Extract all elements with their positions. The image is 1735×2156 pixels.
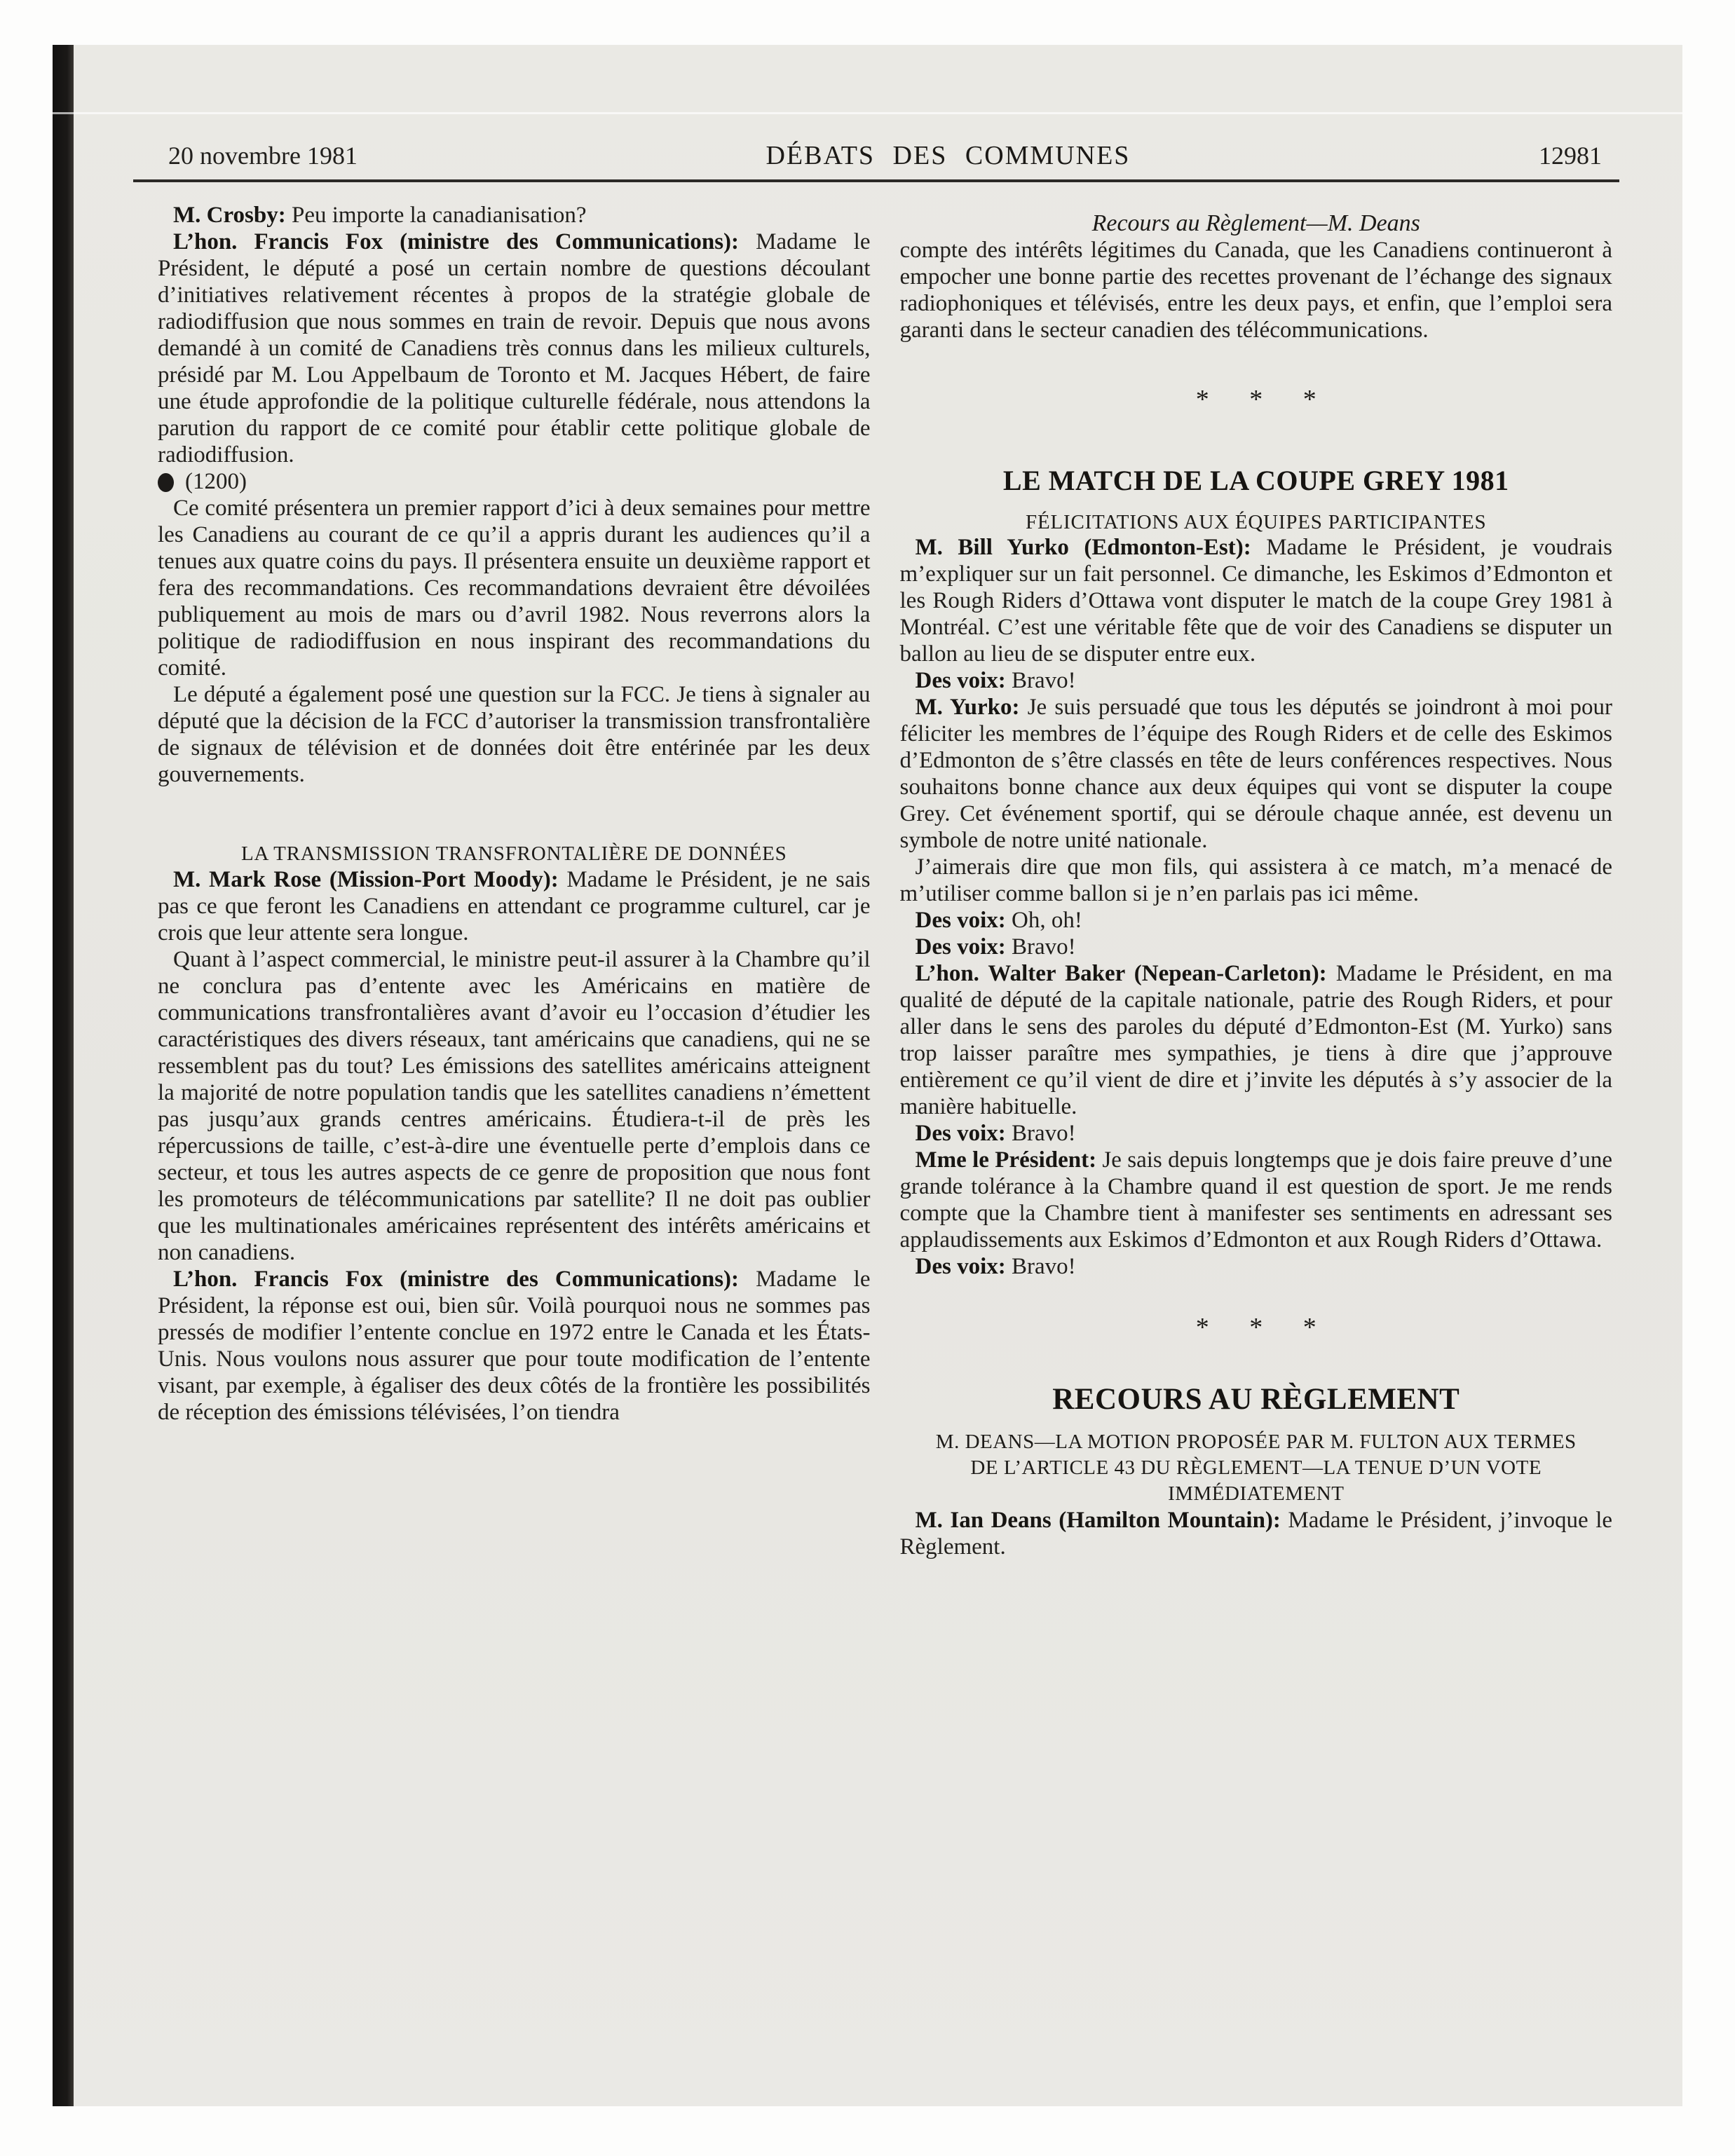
speech-paragraph bbox=[900, 237, 1613, 343]
speaker-name: L’hon. Francis Fox (ministre des Communications): bbox=[173, 229, 740, 254]
speaker-name: M. Crosby: bbox=[173, 203, 286, 228]
speech-paragraph bbox=[900, 534, 1613, 667]
header-date: 20 novembre 1981 bbox=[168, 142, 358, 170]
section-separator: * * * bbox=[1195, 1313, 1316, 1342]
speech-text: Je sais depuis longtemps que je dois faire preuve d’une grande tolérance à la Chambre quand il est question de sport. Je me rends compte que la Chambre tient à manifester ses sentiments en adressant ses applaudissements aux Eskimos d’Edmonton et aux Rough Riders d’Ottawa. bbox=[899, 1147, 1612, 1253]
speech-text: Oh, oh! bbox=[1005, 908, 1082, 933]
speaker-name: M. Yurko: bbox=[915, 695, 1020, 720]
speech-paragraph bbox=[158, 202, 871, 228]
bullet-icon bbox=[158, 473, 174, 492]
speech-text: Madame le Président, le député a posé un certain nombre de questions découlant d’initiatives relativement récentes à propos de la stratégie globale de radiodiffusion que nous sommes en train de revoir. Depuis que nous avons demandé à un comité de Canadiens très connus dans les milieux culturels, présidé par M. Lou Appelbaum de Toronto et M. Jacques Hébert, de faire une étude approfondie de la politique culturelle fédérale, nous attendons la parution du rapport de ce comité pour établir cette politique globale de radiodiffusion. bbox=[158, 229, 871, 468]
speech-paragraph bbox=[158, 495, 871, 681]
speech-paragraph bbox=[158, 866, 871, 946]
speech-text: Peu importe la canadianisation? bbox=[285, 203, 587, 228]
speaker-name: Des voix: bbox=[915, 934, 1006, 960]
scanned-page bbox=[53, 45, 1682, 2106]
timestamp-marker bbox=[158, 468, 871, 495]
speech-text: Madame le Président, j’invoque le Règlement. bbox=[899, 1508, 1613, 1560]
speaker-name: Des voix: bbox=[915, 908, 1006, 933]
speaker-name: Des voix: bbox=[915, 1121, 1006, 1146]
page-title: DÉBATS DES COMMUNES bbox=[766, 141, 1131, 170]
speech-text: Bravo! bbox=[1005, 1121, 1076, 1146]
speech-text: Madame le Président, je ne sais pas ce que feront les Canadiens en attendant ce programme culturel, car je crois que leur attente sera longue. bbox=[158, 867, 871, 946]
left-column bbox=[158, 202, 871, 1560]
header-rule bbox=[133, 179, 1619, 182]
speech-paragraph bbox=[158, 946, 871, 1266]
speech-paragraph bbox=[158, 1266, 871, 1426]
speech-text: Madame le Président, je voudrais m’expliquer sur un fait personnel. Ce dimanche, les Eskimos d’Edmonton et les Rough Riders d’Ottawa vont disputer le match de la coupe Grey 1981 à Montréal. C’est une véritable fête que de voir des Canadiens se disputer un ballon au lieu de se disputer entre eux. bbox=[899, 535, 1612, 667]
page-content bbox=[53, 45, 1682, 1560]
speech-text: Bravo! bbox=[1005, 934, 1076, 960]
speaker-name: Mme le Président: bbox=[915, 1147, 1097, 1173]
running-head: Recours au Règlement—M. Deans bbox=[1091, 210, 1420, 236]
timestamp-label: (1200) bbox=[185, 469, 247, 494]
speech-paragraph bbox=[900, 1147, 1613, 1253]
speech-text: Bravo! bbox=[1005, 1254, 1076, 1279]
page-number: 12981 bbox=[1539, 142, 1602, 170]
speaker-name: M. Ian Deans (Hamilton Mountain): bbox=[915, 1508, 1281, 1533]
section-heading: LE MATCH DE LA COUPE GREY 1981 bbox=[1002, 465, 1509, 496]
page-header bbox=[133, 140, 1619, 171]
section-separator: * * * bbox=[1195, 385, 1316, 414]
speech-text: Je suis persuadé que tous les députés se joindront à moi pour féliciter les membres de l’équipe des Rough Riders et de celle des Eskimos d’Edmonton de s’être classés en tête de leurs conférences respectives. Nous souhaitons bonne chance aux deux équipes qui vont se disputer la coupe Grey. Cet événement sportif, qui se déroule chaque année, est devenu un symbole de notre unité nationale. bbox=[899, 695, 1612, 853]
speech-paragraph bbox=[900, 694, 1613, 854]
section-heading: RECOURS AU RÈGLEMENT bbox=[1052, 1383, 1460, 1416]
speaker-name: L’hon. Francis Fox (ministre des Communications): bbox=[173, 1267, 740, 1292]
speaker-name: M. Bill Yurko (Edmonton-Est): bbox=[915, 535, 1251, 560]
speech-paragraph bbox=[900, 854, 1613, 907]
speaker-name: Des voix: bbox=[915, 668, 1006, 693]
speech-paragraph bbox=[158, 681, 871, 788]
speech-text: Le député a également posé une question sur la FCC. Je tiens à signaler au député que la décision de la FCC d’autoriser la transmission transfrontalière de signaux de télévision et de données doit être entérinée par les deux gouvernements. bbox=[158, 682, 871, 787]
text-columns bbox=[158, 202, 1612, 1560]
speech-paragraph bbox=[900, 1507, 1613, 1560]
right-column bbox=[900, 202, 1613, 1560]
speaker-name: M. Mark Rose (Mission-Port Moody): bbox=[173, 867, 559, 892]
speech-paragraph bbox=[900, 907, 1613, 934]
speech-paragraph bbox=[900, 934, 1613, 960]
section-subheading: LA TRANSMISSION TRANSFRONTALIÈRE DE DONNÉES bbox=[240, 842, 787, 865]
speech-text: Bravo! bbox=[1005, 668, 1076, 693]
speech-text: Madame le Président, en ma qualité de député de la capitale nationale, patrie des Rough Riders, et pour aller dans le sens des paroles du député d’Edmonton-Est (M. Yurko) sans trop laisser paraître mes sympathies, je tiens à dire que j’approuve entièrement ce qu’il vient de dire et j’invite les députés à s’y associer de la manière habituelle. bbox=[899, 961, 1612, 1119]
speech-text: compte des intérêts légitimes du Canada, que les Canadiens continueront à empocher une bonne partie des recettes provenant de l’échange des signaux radiophoniques et télévisés, entre les deux pays, et enfin, que l’emploi sera garanti dans le secteur canadien des télécommunications. bbox=[899, 238, 1612, 343]
section-subheading: FÉLICITATIONS AUX ÉQUIPES PARTICIPANTES bbox=[1026, 511, 1487, 533]
speech-text: J’aimerais dire que mon fils, qui assistera à ce match, m’a menacé de m’utiliser comme ballon si je n’en parlais pas ici même. bbox=[899, 854, 1612, 906]
speech-text: Quant à l’aspect commercial, le ministre peut-il assurer à la Chambre qu’il ne conclura pas d’entente avec les Américains en matière de communications transfrontalières avant d’avoir eu l’occasion d’étudier les caractéristiques des divers réseaux, tant américains que canadiens, qui ne se ressemblent pas du tout? Les émissions des satellites américains atteignent la majorité de notre population tandis que les satellites canadiens n’émettent pas jusqu’aux grands centres américains. Étudiera-t-il de près les répercussions de taille, c’est-à-dire une éventuelle perte d’emplois dans ce secteur, et tous les autres aspects de ce genre de proposition que nous font les promoteurs de télécommunications par satellite? Il ne doit pas oublier que les multinationales américaines représentent des intérêts américains et non canadiens. bbox=[158, 947, 871, 1265]
speech-text: Madame le Président, la réponse est oui, bien sûr. Voilà pourquoi nous ne sommes pas pressés de modifier l’entente conclue en 1972 entre le Canada et les États-Unis. Nous voulons nous assurer que pour toute modification de l’entente visant, par exemple, à égaliser des deux côtés de la frontière les possibilités de réception des émissions télévisées, l’on tiendra bbox=[158, 1267, 871, 1425]
speech-paragraph bbox=[900, 1120, 1613, 1147]
speech-paragraph bbox=[900, 667, 1613, 694]
speech-paragraph bbox=[158, 228, 871, 468]
speaker-name: Des voix: bbox=[915, 1254, 1006, 1279]
speech-paragraph bbox=[900, 1253, 1613, 1280]
speech-text: Ce comité présentera un premier rapport d’ici à deux semaines pour mettre les Canadiens au courant de ce qu’il a appris durant les audiences qu’il a tenues aux quatre coins du pays. Il présentera ensuite un deuxième rapport et fera des recommandations. Ces recommandations devraient être dévoilées publiquement au mois de mars ou d’avril 1982. Nous reverrons alors la politique de radiodiffusion en nous inspirant des recommandations du comité. bbox=[158, 496, 871, 681]
speech-paragraph bbox=[900, 960, 1613, 1120]
speaker-name: L’hon. Walter Baker (Nepean-Carleton): bbox=[915, 961, 1327, 986]
section-subheading: M. DEANS—LA MOTION PROPOSÉE PAR M. FULTON AUX TERMES DE L’ARTICLE 43 DU RÈGLEMENT—LA TENUE D’UN VOTE IMMÉDIATEMENT bbox=[935, 1431, 1577, 1505]
